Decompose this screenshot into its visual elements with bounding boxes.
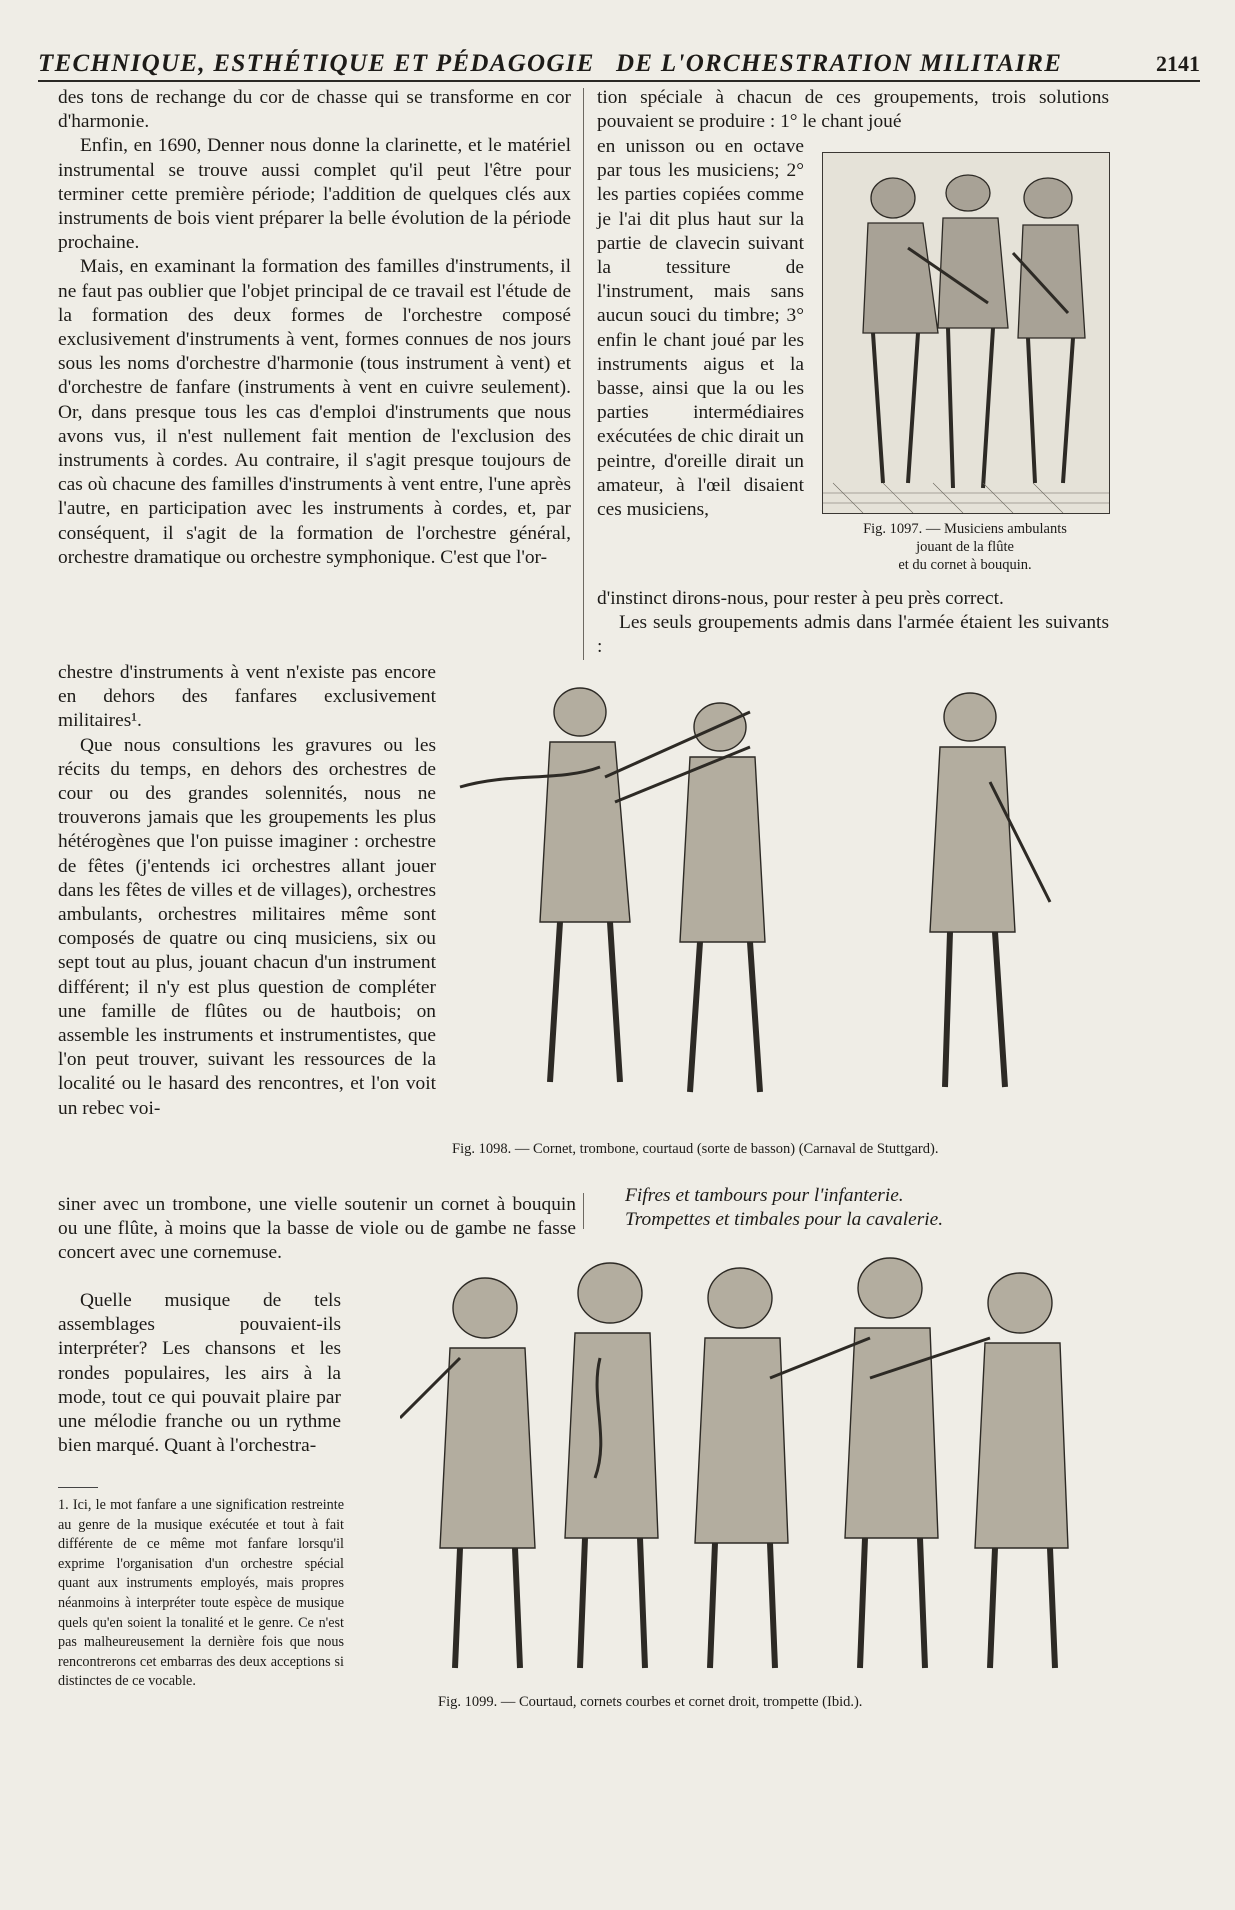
figure-1097-caption-line-1: Fig. 1097. — Musiciens ambulants — [863, 521, 1067, 537]
paragraph-trombone-vielle: siner avec un trombone, une vielle soutenir un cornet à bouquin ou une flûte, à moins que la basse de viole ou de gambe ne fasse concert avec une cornemuse. — [58, 1194, 576, 1264]
figure-1098-caption: Fig. 1098. — Cornet, trombone, courtaud (sorte de basson) (Carnaval de Stuttgard). — [452, 1141, 939, 1157]
figure-1097-engraving — [822, 152, 1110, 514]
running-header — [38, 48, 1200, 82]
page-number: 2141 — [1156, 51, 1200, 76]
figure-1097-caption — [822, 520, 1108, 574]
left-column-block-2 — [58, 661, 436, 1121]
list-item-cavalerie: Trompettes et timbales pour la cavalerie. — [625, 1209, 944, 1231]
carnival-musicians-illustration — [450, 672, 1110, 1100]
header-left-title: TECHNIQUE, ESTHÉTIQUE ET PÉDAGOGIE — [38, 50, 595, 77]
paragraph-gravures-recits: Que nous consultions les gravures ou les récits du temps, en dehors des orchestres de cour ou des grandes solennités, nous ne trouverons jamais que les groupements les plus hétérogènes que l'on puisse imaginer : orchestre de fêtes (j'entends ici orchestres allant jouer dans les fêtes de villes et de villages), orchestres ambulants, orchestres militaires même sont composés de quatre ou cinq musiciens, six ou sept tout au plus, jouant chacun d'un instrument différent; il n'y est plus question de compléter une famille de flûtes ou de hautbois; on assemble les instruments et instrumentistes, que l'on peut trouver, suivant les ressources de la localité ou le hasard des rencontres, et l'on voit un rebec voi- — [58, 734, 436, 1119]
figure-1098-engraving — [450, 672, 1110, 1100]
header-right-title: DE L'ORCHESTRATION MILITAIRE — [616, 50, 1063, 77]
column-divider-top — [583, 88, 584, 660]
paragraph-quelle-musique: Quelle musique de tels assemblages pouvaient-ils interpréter? Les chansons et les rondes populaires, les airs à la mode, tout ce qui pouvait plaire par une mélodie franche ou un rythme bien marqué. Quant à l'orchestra- — [58, 1290, 341, 1457]
figure-1097-caption-line-3: et du cornet à bouquin. — [898, 557, 1032, 573]
musicians-engraving-illustration — [823, 153, 1109, 513]
column-divider-middle — [583, 1193, 584, 1229]
paragraph-orchestre-vent: chestre d'instruments à vent n'existe pas encore en dehors des fanfares exclusivement militaires¹. — [58, 662, 436, 732]
paragraph-instinct: d'instinct dirons-nous, pour rester à peu près correct. — [597, 588, 1004, 609]
footnote-fanfare: 1. Ici, le mot fanfare a une signification restreinte au genre de la musique exécutée et tout à fait différente de ce même mot fanfare lorsqu'il exprime l'organisation d'un orchestre spécial quant aux instruments employés, mais propres néanmoins à interpréter toute espèce de musique quels qu'en soient la tonalité et le genre. Ce n'est pas malheureusement la dernière fois que nous rencontrerons cet embarras des deux acceptions si distinctes de ce vocable. — [58, 1497, 344, 1690]
right-column-continuation — [597, 587, 1109, 660]
groupements-list — [625, 1184, 1105, 1232]
footnote-rule — [58, 1487, 98, 1488]
paragraph-formation-familles: Mais, en examinant la formation des familles d'instruments, il ne faut pas oublier que l'objet principal de ce travail est l'étude de la formation des deux formes de l'orchestre composé exclusivement d'instruments à vent, formes connues de nos jours sous les noms d'orchestre d'harmonie (tous instrument à vent) et d'orchestre de fanfare (instruments à vent en cuivre seulement). Or, dans presque tous les cas d'emploi d'instruments que nous avons vus, il n'est nullement fait mention de l'exclusion des instruments à cordes. Au contraire, il s'agit presque toujours de cas où chacune des familles d'instruments à vent entre, l'une après l'autre, en participation avec les instruments à cordes, et, par conséquent, il s'agit de la formation de l'orchestre général, orchestre dramatique ou orchestre symphonique. C'est que l'or- — [58, 256, 571, 568]
left-column-block-1 — [58, 86, 571, 570]
paragraph-trois-solutions: en unisson ou en octave par tous les musiciens; 2° les parties copiées comme je l'ai dit plus haut sur la partie de clavecin suivant la tessiture de l'instrument, mais sans aucun souci du timbre; 3° enfin le chant joué par les instruments aigus et la basse, ainsi que la ou les parties intermédiaires exécutées de chic dirait un peintre, d'oreille dirait un amateur, à l'œil disaient ces musiciens, — [597, 136, 804, 521]
list-item-infanterie: Fifres et tambours pour l'infanterie. — [625, 1185, 904, 1206]
left-column-block-4 — [58, 1289, 341, 1458]
figure-1097-caption-line-2: jouant de la flûte — [916, 539, 1014, 555]
paragraph-orchestration-speciale: tion spéciale à chacun de ces groupements, trois solutions pouvaient se produire : 1° le chant joué — [597, 87, 1109, 133]
figure-1099-caption: Fig. 1099. — Courtaud, cornets courbes et cornet droit, trompette (Ibid.). — [438, 1694, 863, 1710]
paragraph-denner-clarinette: Enfin, en 1690, Denner nous donne la clarinette, et le matériel instrumental se trouve aussi complet qu'il peut l'être pour terminer cette première période; l'addition de quelques clés aux instruments de bois vient préparer la belle évolution de la période prochaine. — [58, 135, 571, 254]
paragraph-cor-harmonie: des tons de rechange du cor de chasse qui se transforme en cor d'harmonie. — [58, 87, 571, 133]
right-column-narrow — [597, 135, 804, 522]
right-column-intro — [597, 86, 1109, 134]
figure-1099-engraving — [400, 1248, 1090, 1680]
turbaned-musicians-illustration — [400, 1248, 1090, 1680]
paragraph-groupements-armee: Les seuls groupements admis dans l'armée étaient les suivants : — [597, 612, 1109, 658]
